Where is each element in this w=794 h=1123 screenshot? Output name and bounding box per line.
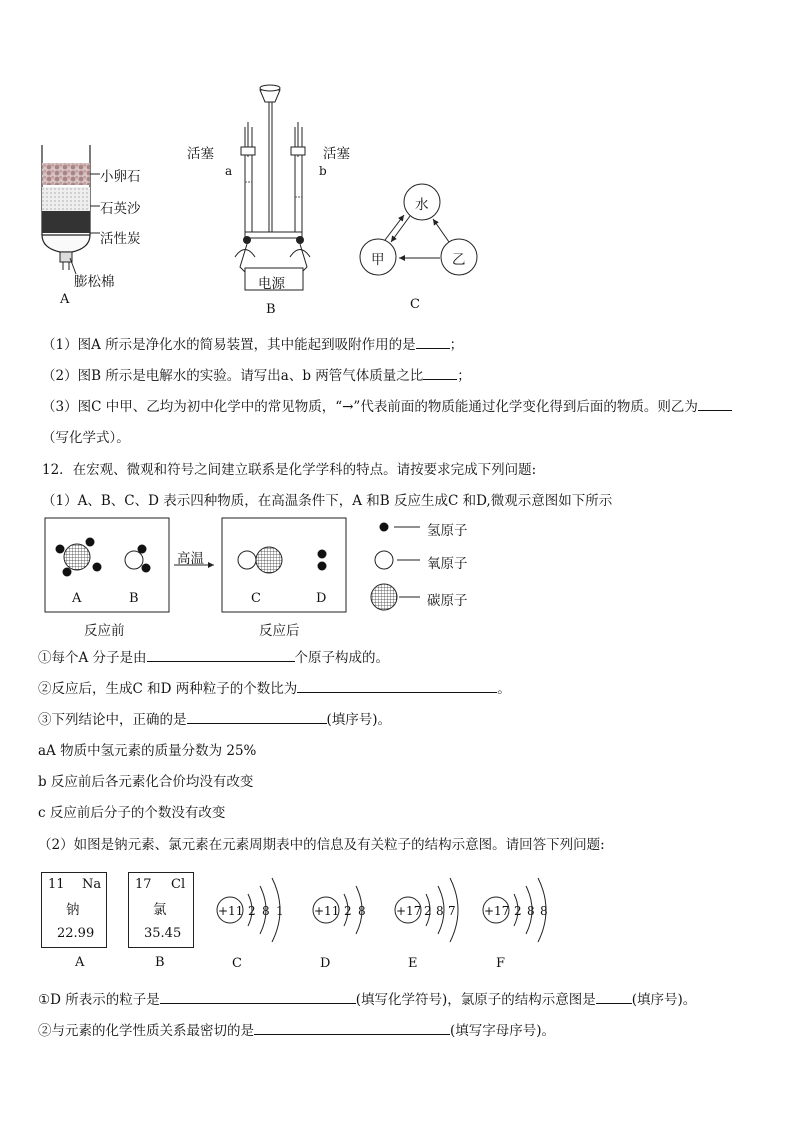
caption-structure-e: E <box>408 956 418 971</box>
nucleus-charge: +17 <box>484 904 510 918</box>
answer-blank-q12-t2[interactable] <box>254 1020 450 1035</box>
answer-blank-q12-t1a[interactable] <box>160 989 356 1004</box>
legend-carbon: 碳原子 <box>427 593 468 609</box>
caption-element-b: B <box>155 955 165 970</box>
q12-s3: ③下列结论中，正确的是 (填序号)。 <box>38 708 391 728</box>
legend-oxygen: 氧原子 <box>427 556 468 572</box>
element-symbol: Cl <box>171 877 186 892</box>
nucleus-charge: +17 <box>396 904 422 918</box>
structure-c <box>212 870 302 970</box>
caption-structure-c: C <box>232 956 242 971</box>
shell-2: 8 <box>527 904 535 918</box>
label-quartz-sand: 石英沙 <box>100 201 141 217</box>
shell-1: 2 <box>344 904 352 918</box>
condition-high-temp: 高温 <box>177 551 204 567</box>
answer-blank-q11-3[interactable] <box>698 396 732 411</box>
atomic-mass: 35.45 <box>144 926 182 941</box>
activated-carbon-layer <box>42 211 90 233</box>
caption-figure-b: B <box>266 302 276 317</box>
element-card-chlorine <box>128 872 194 948</box>
shell-3: 7 <box>448 904 456 918</box>
figure-a-water-purifier <box>30 140 170 310</box>
caption-figure-c: C <box>410 297 420 312</box>
atomic-number: 17 <box>135 877 152 892</box>
label-activated-carbon: 活性炭 <box>100 231 141 247</box>
legend-hydrogen: 氢原子 <box>427 523 468 539</box>
element-card-sodium <box>41 872 107 948</box>
label-before-reaction: 反应前 <box>84 623 125 639</box>
q11-part1: （1）图A 所示是净化水的简易装置，其中能起到吸附作用的是 ； <box>42 333 463 353</box>
label-power-supply: 电源 <box>258 276 285 292</box>
q12-s2: ②反应后，生成C 和D 两种粒子的个数比为 。 <box>38 677 511 697</box>
nucleus-charge: +11 <box>218 904 244 918</box>
option-a: aA 物质中氢元素的质量分数为 25% <box>38 743 257 759</box>
node-jia: 甲 <box>371 252 385 268</box>
reaction-label-d: D <box>316 591 327 606</box>
q11-part3-cont: （写化学式）。 <box>42 430 130 446</box>
q12-s1: ①每个A 分子是由 个原子构成的。 <box>38 646 389 666</box>
caption-element-a: A <box>75 955 85 970</box>
structure-e <box>390 870 480 970</box>
figure-c-relationship <box>355 180 485 320</box>
shell-2: 8 <box>262 904 270 918</box>
caption-structure-f: F <box>496 956 506 971</box>
structure-f <box>478 870 568 970</box>
pebble-layer <box>42 163 90 185</box>
reaction-svg <box>42 515 482 615</box>
reaction-label-b: B <box>129 591 139 606</box>
answer-blank-q12-s3[interactable] <box>187 709 327 724</box>
reaction-diagram <box>42 515 482 640</box>
quartz-sand-layer <box>42 187 90 211</box>
shell-1: 2 <box>248 904 256 918</box>
q11-part3: （3）图C 中甲、乙均为初中化学中的常见物质，“→”代表前面的物质能通过化学变化得到后面的物质。则乙为 <box>42 395 732 415</box>
atomic-number: 11 <box>48 877 65 892</box>
q12-sub1: （1）A、B、C、D 表示四种物质，在高温条件下，A 和B 反应生成C 和D,微观示意图如下所示 <box>42 493 613 509</box>
label-tube-a: a <box>225 164 233 178</box>
atomic-mass: 22.99 <box>57 926 95 941</box>
label-pebble: 小卵石 <box>100 169 141 185</box>
option-b: b 反应前后各元素化合价均没有改变 <box>38 774 254 790</box>
option-c: c 反应前后分子的个数没有改变 <box>38 805 226 821</box>
shell-2: 8 <box>436 904 444 918</box>
nucleus-charge: +11 <box>314 904 340 918</box>
label-valve-left: 活塞 <box>187 146 214 162</box>
q12-title: 12．在宏观、微观和符号之间建立联系是化学学科的特点。请按要求完成下列问题: <box>42 462 537 478</box>
element-name: 氯 <box>153 902 167 918</box>
reaction-label-c: C <box>251 591 261 606</box>
structure-d <box>308 870 388 970</box>
shell-1: 2 <box>514 904 522 918</box>
answer-blank-q12-s2[interactable] <box>297 678 497 693</box>
answer-blank-q11-2[interactable] <box>423 365 457 380</box>
label-tube-b: b <box>319 164 327 178</box>
shell-3: 1 <box>276 904 284 918</box>
q11-part2: （2）图B 所示是电解水的实验。请写出a、b 两管气体质量之比 ； <box>42 364 471 384</box>
shell-3: 8 <box>540 904 548 918</box>
answer-blank-q12-s1[interactable] <box>147 647 295 662</box>
label-valve-right: 活塞 <box>323 146 350 162</box>
label-cotton: 膨松棉 <box>74 274 115 290</box>
label-after-reaction: 反应后 <box>259 623 300 639</box>
caption-figure-a: A <box>60 292 70 307</box>
answer-blank-q11-1[interactable] <box>416 334 450 349</box>
figure-b-electrolysis <box>185 82 365 317</box>
q12-t2: ②与元素的化学性质关系最密切的是 (填写字母序号)。 <box>38 1019 555 1039</box>
q12-t1: ①D 所表示的粒子是 (填写化学符号)，氯原子的结构示意图是 (填序号)。 <box>38 988 696 1008</box>
shell-2: 8 <box>358 904 366 918</box>
element-name: 钠 <box>66 902 80 918</box>
shell-1: 2 <box>424 904 432 918</box>
q12-sub2: （2）如图是钠元素、氯元素在元素周期表中的信息及有关粒子的结构示意图。请回答下列问题: <box>38 837 605 853</box>
answer-blank-q12-t1b[interactable] <box>596 989 632 1004</box>
element-symbol: Na <box>82 877 102 892</box>
node-yi: 乙 <box>452 252 466 268</box>
reaction-label-a: A <box>72 591 82 606</box>
node-water: 水 <box>415 197 429 213</box>
caption-structure-d: D <box>320 956 331 971</box>
